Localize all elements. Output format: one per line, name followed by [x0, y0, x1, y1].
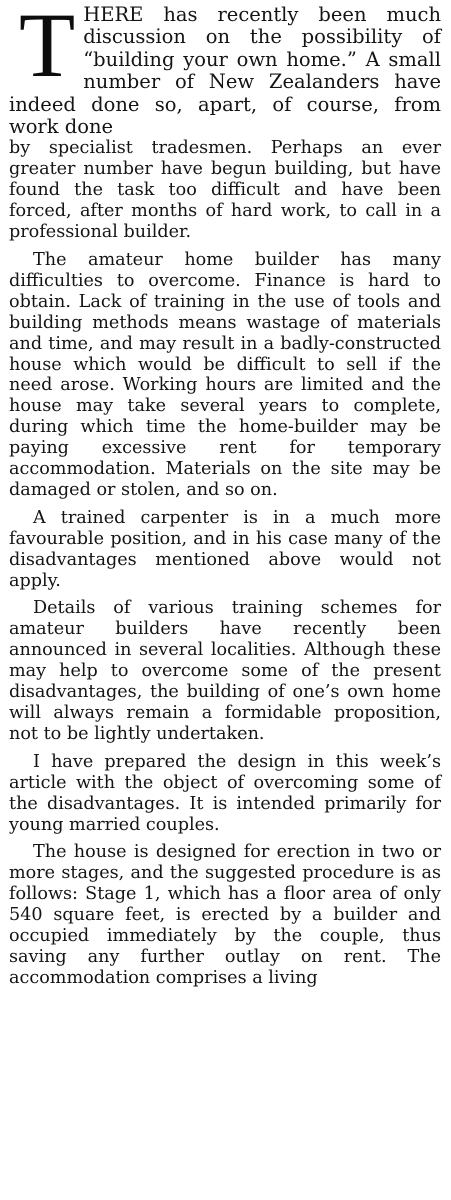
lead-text: HERE has recently been much discussion on the possibility of “building your own home.” A small number of New Zealanders have indeed done so, apart, of course, from work done — [9, 3, 441, 139]
body-paragraph: The house is designed for erection in two or more stages, and the suggested procedure is as follows: Stage 1, which has a floor area of only 540 square feet, is erected by a builder and occupied immediately by the couple, thus saving any further outlay on rent. The accommodation comprises a living — [9, 842, 441, 988]
lead-paragraph — [9, 0, 441, 139]
article-body — [9, 138, 441, 988]
body-paragraph: A trained carpenter is in a much more favourable position, and in his case many of the disadvantages mentioned above would not apply. — [9, 507, 441, 591]
body-paragraph: I have prepared the design in this week’s article with the object of overcoming some of the disadvantages. It is intended primarily for young married couples. — [9, 751, 441, 835]
body-paragraph: The amateur home builder has many difficulties to overcome. Finance is hard to obtain. Lack of training in the use of tools and building methods means wastage of materials and time, and may result in a badly-constructed house which would be difficult to sell if the need arose. Working hours are limited and the house may take several years to complete, during which time the home-builder may be paying excessive rent for temporary accommodation. Materials on the site may be damaged or stolen, and so on. — [9, 249, 441, 500]
drop-cap: T — [19, 0, 76, 96]
body-paragraph: Details of various training schemes for amateur builders have recently been announced in several localities. Although these may help to overcome some of the present disadvantages, the building of one’s own home will always remain a formidable proposition, not to be lightly undertaken. — [9, 598, 441, 744]
article-column — [9, 0, 441, 989]
first-paragraph-tail: by specialist tradesmen. Perhaps an ever greater number have begun building, but have found the task too difficult and have been forced, after months of hard work, to call in a professional builder. — [9, 138, 441, 243]
